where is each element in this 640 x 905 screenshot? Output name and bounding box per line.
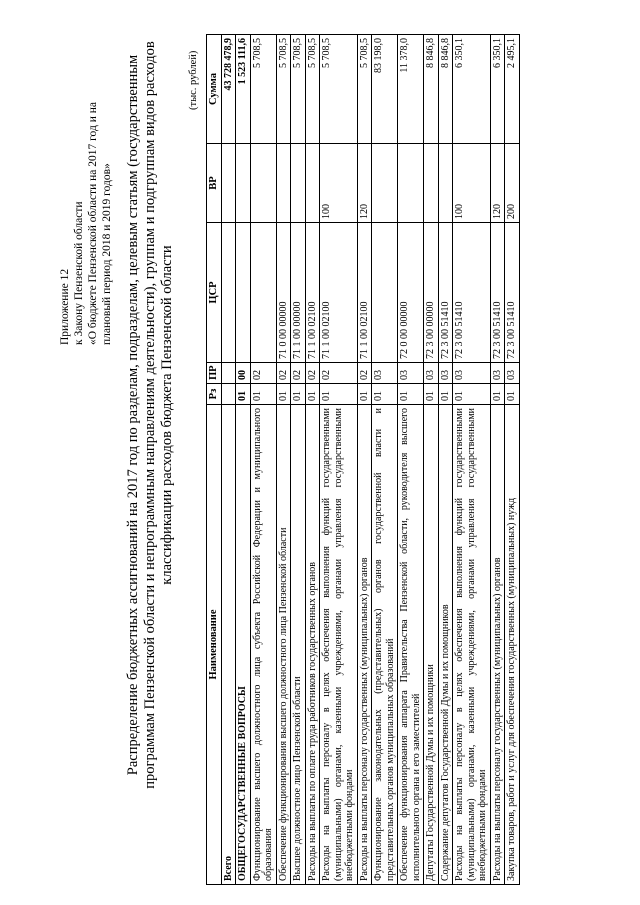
cell-rz: 01 [305, 384, 320, 405]
table-row [424, 35, 439, 885]
cell-pr: 03 [398, 363, 424, 384]
table-row [490, 35, 505, 885]
cell-vr: 120 [357, 144, 372, 223]
cell-csr: 71 1 00 02100 [320, 223, 358, 363]
cell-pr: 03 [424, 363, 439, 384]
header-name: Наименование [207, 405, 222, 885]
cell-rz: 01 [276, 384, 291, 405]
cell-csr [250, 223, 276, 363]
cell-sum: 1 523 111,6 [236, 35, 251, 144]
cell-csr: 71 1 00 00000 [291, 223, 306, 363]
table-row [372, 35, 398, 885]
cell-pr: 02 [305, 363, 320, 384]
cell-name: Содержание депутатов Государственной Думы и их помощников [438, 405, 453, 885]
cell-pr: 03 [505, 363, 520, 384]
cell-csr [236, 223, 251, 363]
cell-csr: 72 3 00 51410 [505, 223, 520, 363]
appendix-line: плановый период 2018 и 2019 годов» [101, 163, 113, 345]
header-csr: ЦСР [207, 223, 222, 363]
header-rz: Рз [207, 384, 222, 405]
cell-csr: 72 3 00 51410 [438, 223, 453, 363]
cell-sum: 5 708,5 [276, 35, 291, 144]
cell-csr: 72 3 00 51410 [453, 223, 491, 363]
cell-pr: 03 [372, 363, 398, 384]
cell-pr: 03 [453, 363, 491, 384]
cell-vr [372, 144, 398, 223]
appendix-line: к Закону Пензенской области [73, 201, 85, 345]
cell-csr: 72 3 00 00000 [424, 223, 439, 363]
cell-rz: 01 [250, 384, 276, 405]
title-line: классификации расходов бюджета Пензенской области [159, 245, 175, 585]
cell-csr [372, 223, 398, 363]
cell-pr: 02 [291, 363, 306, 384]
units-label: (тыс. рублей) [188, 50, 199, 110]
cell-vr [221, 144, 236, 223]
header-vr: ВР [207, 144, 222, 223]
cell-rz: 01 [320, 384, 358, 405]
cell-pr: 02 [357, 363, 372, 384]
cell-rz: 01 [490, 384, 505, 405]
cell-sum: 8 846,8 [438, 35, 453, 144]
cell-rz: 01 [398, 384, 424, 405]
cell-vr [438, 144, 453, 223]
cell-pr: 02 [320, 363, 358, 384]
cell-vr [276, 144, 291, 223]
header-sum: Сумма [207, 35, 222, 144]
table-row [221, 35, 236, 885]
cell-name: Расходы на выплаты по оплате труда работников государственных органов [305, 405, 320, 885]
cell-sum: 5 708,5 [320, 35, 358, 144]
cell-name: Всего [221, 405, 236, 885]
budget-table [206, 34, 520, 885]
cell-vr [398, 144, 424, 223]
table-row [453, 35, 491, 885]
appendix-header [58, 45, 114, 345]
cell-vr: 100 [453, 144, 491, 223]
cell-vr: 100 [320, 144, 358, 223]
cell-pr: 02 [250, 363, 276, 384]
cell-sum: 5 708,5 [291, 35, 306, 144]
cell-vr: 120 [490, 144, 505, 223]
cell-name: Расходы на выплаты персоналу государственных (муниципальных) органов [357, 405, 372, 885]
table-row [236, 35, 251, 885]
cell-name: Обеспечение функционирования аппарата Правительства Пензенской области, руководителя высшего исполнительного органа и его заместителей [398, 405, 424, 885]
table-row [505, 35, 520, 885]
table-row [291, 35, 306, 885]
cell-csr: 72 3 00 51410 [490, 223, 505, 363]
cell-sum: 5 708,5 [305, 35, 320, 144]
cell-vr [424, 144, 439, 223]
cell-pr [221, 363, 236, 384]
table-row [357, 35, 372, 885]
cell-vr: 200 [505, 144, 520, 223]
cell-sum: 5 708,5 [357, 35, 372, 144]
header-pr: ПР [207, 363, 222, 384]
cell-rz: 01 [453, 384, 491, 405]
table-row [320, 35, 358, 885]
table-body [221, 35, 519, 885]
cell-csr [221, 223, 236, 363]
cell-sum: 11 378,0 [398, 35, 424, 144]
cell-csr: 72 0 00 00000 [398, 223, 424, 363]
document-title [125, 25, 176, 805]
title-line: Распределение бюджетных ассигнований на 2017 год по разделам, подразделам, целевым статьям (государственным [125, 54, 141, 776]
cell-sum: 2 495,1 [505, 35, 520, 144]
cell-sum: 6 350,1 [490, 35, 505, 144]
table-header-row [207, 35, 222, 885]
cell-pr: 00 [236, 363, 251, 384]
cell-csr: 71 1 00 02100 [305, 223, 320, 363]
cell-rz: 01 [424, 384, 439, 405]
cell-sum: 5 708,5 [250, 35, 276, 144]
cell-rz: 01 [236, 384, 251, 405]
table-row [438, 35, 453, 885]
cell-name: Высшее должностное лицо Пензенской области [291, 405, 306, 885]
title-line: программам Пензенской области и непрограммным направлениям деятельности), группам и подгруппам видов расходов [142, 41, 158, 789]
cell-vr [236, 144, 251, 223]
cell-name: Обеспечение функционирования высшего должностного лица Пензенской области [276, 405, 291, 885]
cell-pr: 03 [438, 363, 453, 384]
cell-sum: 8 846,8 [424, 35, 439, 144]
cell-vr [250, 144, 276, 223]
cell-pr: 03 [490, 363, 505, 384]
table-row [305, 35, 320, 885]
cell-csr: 71 1 00 02100 [357, 223, 372, 363]
cell-rz: 01 [438, 384, 453, 405]
cell-name: Депутаты Государственной Думы и их помощники [424, 405, 439, 885]
cell-sum: 43 728 478,9 [221, 35, 236, 144]
appendix-line: Приложение 12 [59, 268, 71, 345]
table-row [398, 35, 424, 885]
cell-name: ОБЩЕГОСУДАРСТВЕННЫЕ ВОПРОСЫ [236, 405, 251, 885]
cell-sum: 83 198,0 [372, 35, 398, 144]
cell-rz: 01 [505, 384, 520, 405]
cell-name: Закупка товаров, работ и услуг для обеспечения государственных (муниципальных) нужд [505, 405, 520, 885]
cell-name: Функционирование законодательных (представительных) органов государственной власти и представительных органов муниципальных образований [372, 405, 398, 885]
cell-rz: 01 [357, 384, 372, 405]
table-row [250, 35, 276, 885]
cell-pr: 02 [276, 363, 291, 384]
cell-rz: 01 [291, 384, 306, 405]
cell-rz: 01 [372, 384, 398, 405]
cell-vr [291, 144, 306, 223]
cell-vr [305, 144, 320, 223]
appendix-line: «О бюджете Пензенской области на 2017 год и на [87, 102, 99, 345]
cell-name: Расходы на выплаты персоналу в целях обеспечения выполнения функций государственными (муниципальными) органами, казенными учреждениями, органами управления государственными внебюджетными фондами [453, 405, 491, 885]
cell-csr: 71 0 00 00000 [276, 223, 291, 363]
cell-name: Расходы на выплаты персоналу в целях обеспечения выполнения функций государственными (муниципальными) органами, казенными учреждениями, органами управления государственными внебюджетными фондами [320, 405, 358, 885]
cell-rz [221, 384, 236, 405]
cell-sum: 6 350,1 [453, 35, 491, 144]
table-row [276, 35, 291, 885]
cell-name: Функционирование высшего должностного лица субъекта Российской Федерации и муниципального образования [250, 405, 276, 885]
cell-name: Расходы на выплаты персоналу государственных (муниципальных) органов [490, 405, 505, 885]
